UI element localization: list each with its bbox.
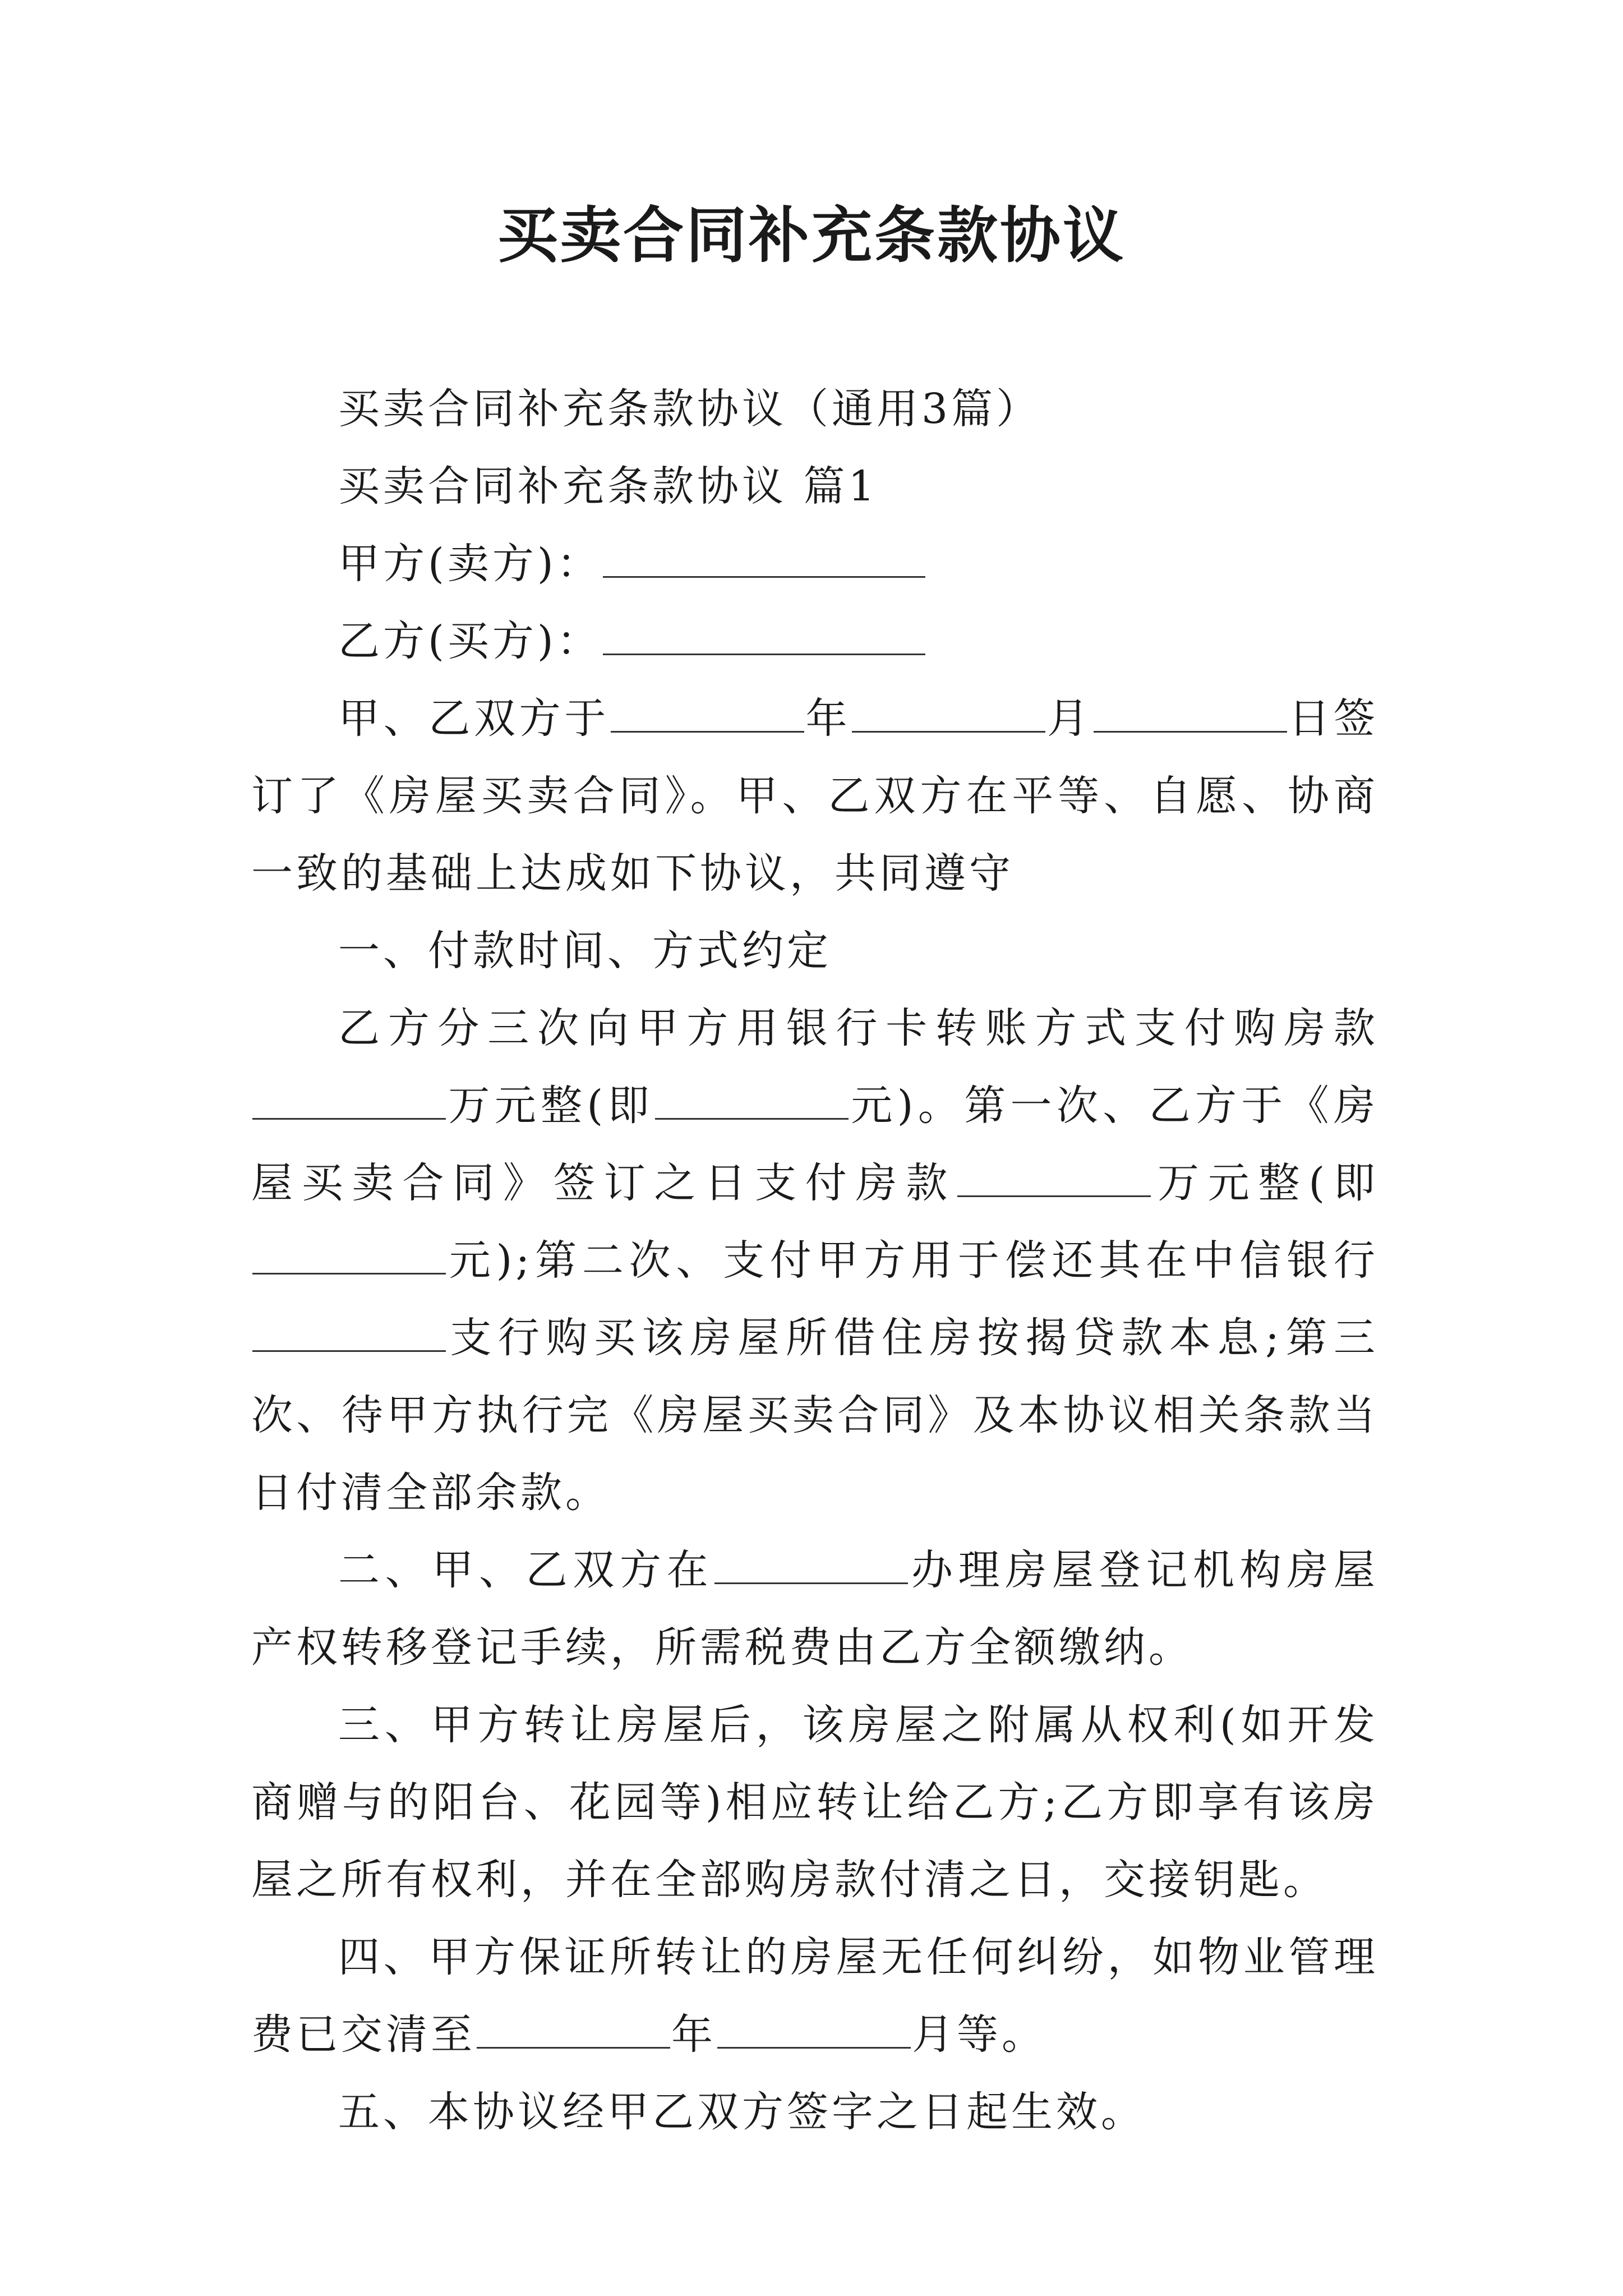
heading: 买卖合同补充条款协议（通用3篇） — [338, 385, 1041, 433]
intro-text: 甲、乙双方于 — [338, 694, 610, 743]
party-a-blank — [603, 535, 925, 578]
party-a-line — [251, 525, 1378, 602]
section-4-text: 月等。 — [912, 2010, 1046, 2059]
section-2-text: 二、甲、乙双方在 — [338, 1546, 714, 1594]
section-4-paragraph — [251, 1918, 1378, 2073]
party-b-blank — [603, 612, 925, 655]
intro-text: 日签订了《房屋买卖合同》。甲、乙双方在平等、自愿、协商一致的基础上达成如下协议，共同遵守 — [251, 694, 1379, 898]
month-blank — [852, 689, 1045, 733]
intro-text: 年 — [805, 694, 851, 743]
section-3-paragraph: 三、甲方转让房屋后，该房屋之附属从权利(如开发商赠与的阳台、花园等)相应转让给乙方;乙方即享有该房屋之所有权利，并在全部购房款付清之日，交接钥匙。 — [251, 1701, 1378, 1904]
section-2-paragraph — [251, 1531, 1378, 1686]
amount-blank — [957, 1154, 1151, 1197]
section-1-text: 支行购买该房屋所借住房按揭贷款本息;第三次、待甲方执行完《房屋买卖合同》及本协议相关条款当日付清全部余款。 — [251, 1314, 1378, 1517]
party-a-label: 甲方(卖方)： — [338, 540, 602, 588]
intro-paragraph — [251, 680, 1378, 912]
section-5-paragraph: 五、本协议经甲乙双方签字之日起生效。 — [338, 2088, 1146, 2136]
month-blank — [717, 2005, 911, 2049]
section-1-text: 乙方分三次向甲方用银行卡转账方式支付购房款 — [338, 1004, 1378, 1052]
section-1-paragraph — [251, 990, 1378, 1531]
party-b-label: 乙方(买方)： — [338, 617, 602, 665]
intro-text: 月 — [1046, 694, 1092, 743]
section-1-text: 元)。第一次、乙方于《房屋买卖合同》签订之日支付房款 — [251, 1082, 1378, 1207]
year-blank — [477, 2005, 670, 2049]
section-4-text: 四、甲方保证所转让的房屋无任何纠纷，如物业管理费已交清至 — [251, 1933, 1378, 2059]
section-1-text: 万元整(即 — [447, 1082, 654, 1130]
section-1-heading: 一、付款时间、方式约定 — [338, 927, 832, 975]
section-1-text: 元);第二次、支付甲方用于偿还其在中信银行 — [447, 1236, 1378, 1285]
section-1-text: 万元整(即 — [1152, 1159, 1379, 1207]
section-2-text: 办理房屋登记机构房屋产权转移登记手续，所需税费由乙方全额缴纳。 — [251, 1546, 1379, 1672]
subheading: 买卖合同补充条款协议 篇1 — [338, 462, 878, 510]
amount-blank — [655, 1076, 849, 1120]
day-blank — [1094, 689, 1287, 733]
date-blank — [714, 1541, 908, 1584]
document-body — [251, 370, 1378, 2151]
bank-branch-blank — [252, 1309, 446, 1352]
amount-blank — [252, 1231, 446, 1274]
party-b-line — [251, 602, 1378, 680]
document-title: 买卖合同补充条款协议 — [497, 200, 1126, 271]
year-blank — [611, 689, 804, 733]
amount-blank — [252, 1076, 446, 1120]
section-4-text: 年 — [671, 2010, 716, 2059]
